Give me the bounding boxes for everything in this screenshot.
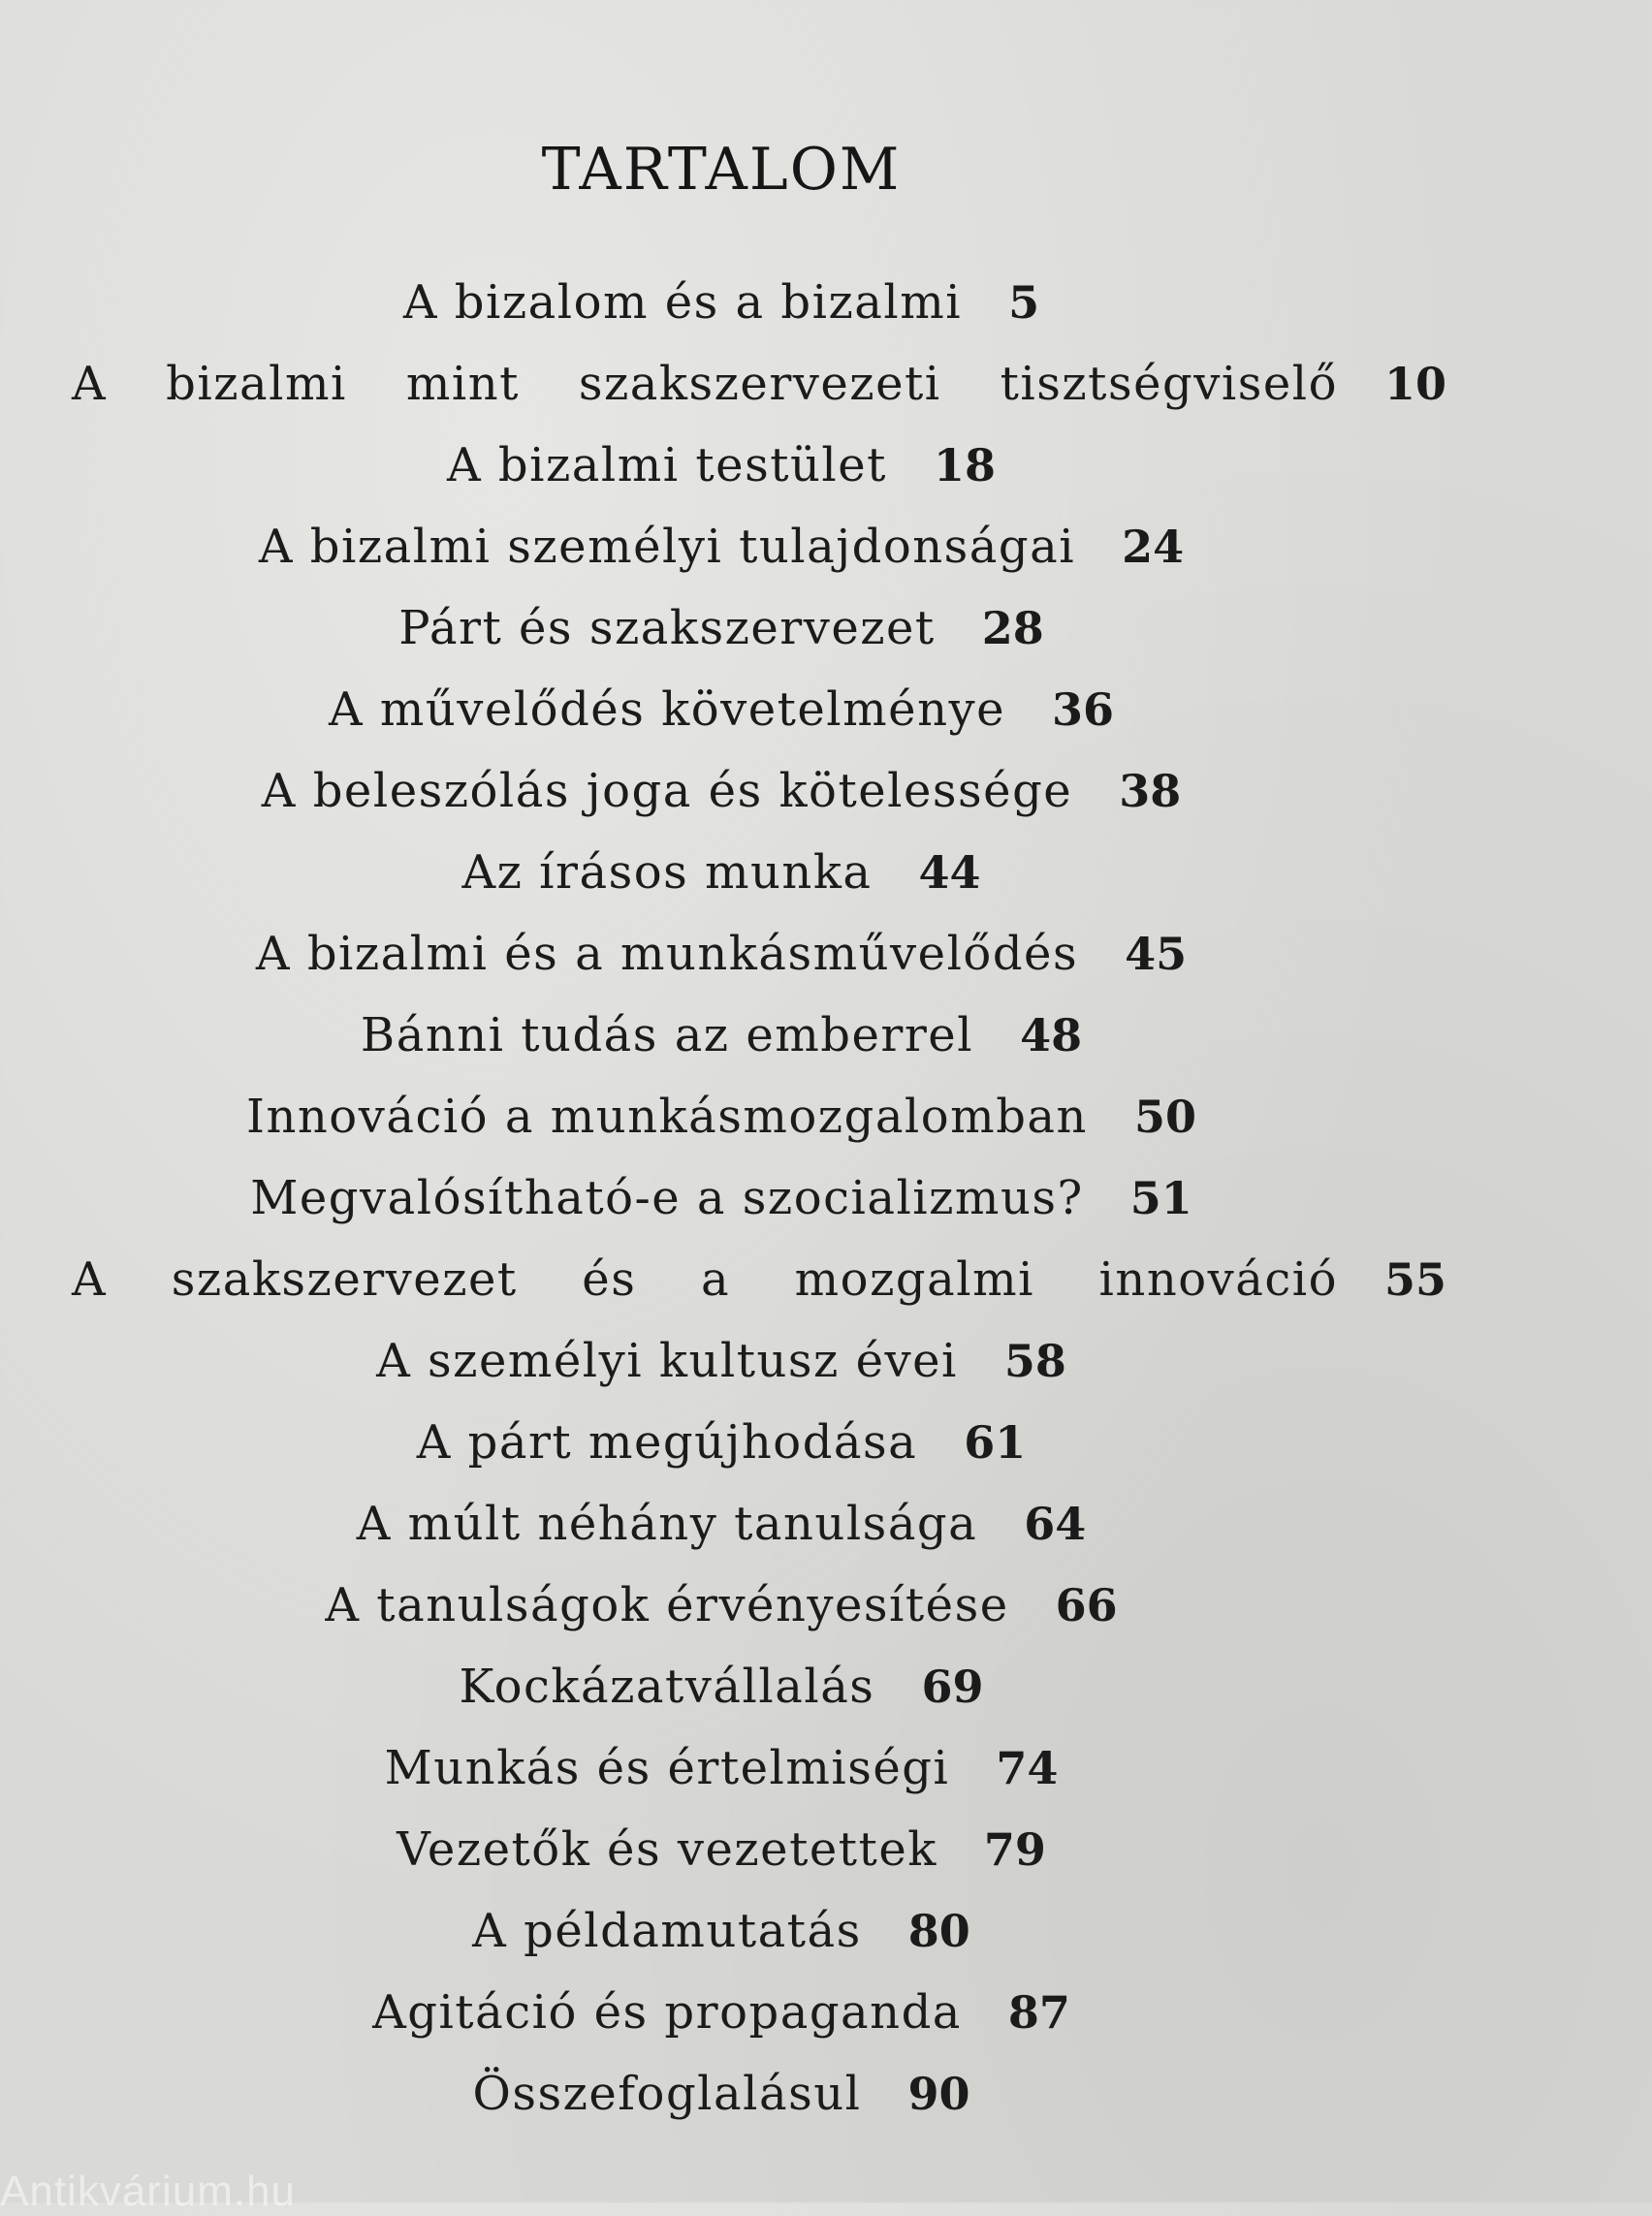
toc-entry bbox=[0, 841, 1652, 923]
toc-entry-page-number: 90 bbox=[907, 2068, 970, 2120]
toc-entry bbox=[0, 1900, 1652, 1981]
toc-entry-line bbox=[447, 434, 996, 496]
toc-entry-page-number: 64 bbox=[1024, 1498, 1087, 1550]
toc-entry-line bbox=[246, 1086, 1196, 1148]
toc-entry bbox=[0, 516, 1652, 597]
toc-entry bbox=[0, 1819, 1652, 1900]
toc-entry-page-number: 5 bbox=[1008, 276, 1040, 329]
toc-entry-title: A példamutatás bbox=[472, 1904, 862, 1958]
toc-entry-title: Kockázatvállalás bbox=[459, 1660, 875, 1714]
toc-entry-page-number: 44 bbox=[918, 846, 981, 899]
toc-entry-title: Párt és szakszervezet bbox=[398, 601, 936, 655]
toc-entry-line bbox=[472, 2063, 969, 2125]
toc-entry-line bbox=[72, 353, 1446, 415]
toc-entry-title: A beleszólás joga és kötelessége bbox=[261, 764, 1073, 818]
toc-entry-title: Bánni tudás az emberrel bbox=[360, 1008, 974, 1062]
toc-entry-page-number: 18 bbox=[933, 439, 996, 491]
toc-entry-page-number: 38 bbox=[1119, 765, 1182, 817]
toc-entry bbox=[0, 1981, 1652, 2063]
toc-entry-line bbox=[72, 1249, 1446, 1311]
toc-entry bbox=[0, 1574, 1652, 1656]
toc-entry-title: A múlt néhány tanulsága bbox=[356, 1497, 978, 1551]
toc-entry-title: A bizalmi testület bbox=[447, 438, 887, 492]
toc-entry bbox=[0, 2063, 1652, 2144]
toc-entry-line bbox=[357, 1493, 1087, 1555]
toc-entry-line bbox=[461, 841, 980, 903]
toc-entry bbox=[0, 1004, 1652, 1086]
toc-entry-line bbox=[417, 1411, 1027, 1473]
toc-entry-line bbox=[259, 516, 1184, 578]
toc-entry bbox=[0, 760, 1652, 841]
toc-entry-line bbox=[397, 1819, 1046, 1881]
toc-entry-page-number: 55 bbox=[1384, 1253, 1447, 1306]
toc-entry-line bbox=[325, 1574, 1117, 1636]
toc-entry-page-number: 28 bbox=[981, 602, 1044, 654]
toc-entry bbox=[0, 597, 1652, 679]
toc-entry-page-number: 24 bbox=[1122, 521, 1185, 573]
toc-entry-page-number: 45 bbox=[1125, 928, 1188, 980]
toc-entry-line bbox=[372, 1981, 1070, 2043]
toc-entry-line bbox=[256, 923, 1187, 985]
toc-entry-page-number: 61 bbox=[964, 1416, 1027, 1469]
toc-entry bbox=[0, 434, 1652, 516]
toc-entry-page-number: 74 bbox=[996, 1742, 1059, 1794]
toc-entry-title: Vezetők és vezetettek bbox=[397, 1822, 937, 1877]
toc-entry-title: Megvalósítható-e a szocializmus? bbox=[250, 1171, 1084, 1225]
toc-entry-page-number: 79 bbox=[983, 1823, 1046, 1876]
toc-entry-page-number: 48 bbox=[1020, 1009, 1083, 1061]
page-title: TARTALOM bbox=[541, 136, 902, 204]
toc-entry-page-number: 80 bbox=[907, 1905, 970, 1957]
toc-entry-line bbox=[398, 597, 1043, 659]
toc-entry-page-number: 36 bbox=[1052, 683, 1115, 736]
toc-entry bbox=[0, 271, 1652, 353]
toc-entry-title: Innováció a munkásmozgalomban bbox=[246, 1090, 1088, 1144]
toc-entry bbox=[0, 1330, 1652, 1411]
toc-entry bbox=[0, 1086, 1652, 1167]
toc-entry-title: A bizalmi személyi tulajdonságai bbox=[258, 520, 1076, 574]
toc-entry-page-number: 51 bbox=[1129, 1172, 1192, 1224]
toc-entry-page-number: 66 bbox=[1055, 1579, 1118, 1631]
toc-entry-title: A párt megújhodása bbox=[416, 1415, 918, 1470]
toc-entry-title: Az írásos munka bbox=[461, 845, 873, 900]
toc-entry-line bbox=[250, 1167, 1192, 1229]
toc-entry-page-number: 58 bbox=[1003, 1335, 1066, 1387]
toc-entry-title: A bizalom és a bizalmi bbox=[402, 275, 963, 330]
toc-entry-title: A szakszervezet és a mozgalmi innováció bbox=[72, 1252, 1338, 1307]
toc-entry-page-number: 10 bbox=[1384, 358, 1447, 410]
toc-entry-line bbox=[460, 1656, 984, 1718]
toc-entry-title: A bizalmi mint szakszervezeti tisztségviselő bbox=[72, 357, 1338, 411]
toc-entry-line bbox=[361, 1004, 1082, 1066]
toc-entry bbox=[0, 1167, 1652, 1249]
toc-entry bbox=[0, 923, 1652, 1004]
toc-entry-title: A bizalmi és a munkásművelődés bbox=[255, 927, 1079, 981]
toc-entry-line bbox=[472, 1900, 970, 1962]
watermark: Antikvárium.hu bbox=[0, 2168, 297, 2215]
toc-entry bbox=[0, 1656, 1652, 1737]
toc-entry-page-number: 69 bbox=[921, 1661, 984, 1713]
toc-entry bbox=[0, 1249, 1652, 1330]
toc-entry-title: A személyi kultusz évei bbox=[376, 1334, 958, 1388]
toc-entry bbox=[0, 1411, 1652, 1493]
toc-entry-title: A tanulságok érvényesítése bbox=[325, 1578, 1009, 1632]
toc-entry-line bbox=[329, 679, 1114, 741]
toc-entry-title: A művelődés követelménye bbox=[328, 682, 1006, 737]
toc-entry-title: Agitáció és propaganda bbox=[372, 1985, 962, 2040]
toc-entry bbox=[0, 1493, 1652, 1574]
toc-entry-page-number: 87 bbox=[1007, 1986, 1070, 2039]
toc-entry-title: Összefoglalásul bbox=[472, 2067, 862, 2121]
toc-entry bbox=[0, 1737, 1652, 1819]
toc-entry-line bbox=[262, 760, 1181, 822]
toc-entry-line bbox=[385, 1737, 1059, 1799]
toc-entry bbox=[0, 679, 1652, 760]
toc-entry-title: Munkás és értelmiségi bbox=[384, 1741, 950, 1795]
toc-entry bbox=[0, 353, 1652, 434]
toc-entry-line bbox=[376, 1330, 1066, 1392]
toc-entry-line bbox=[403, 271, 1039, 333]
toc-entry-page-number: 50 bbox=[1133, 1091, 1196, 1143]
